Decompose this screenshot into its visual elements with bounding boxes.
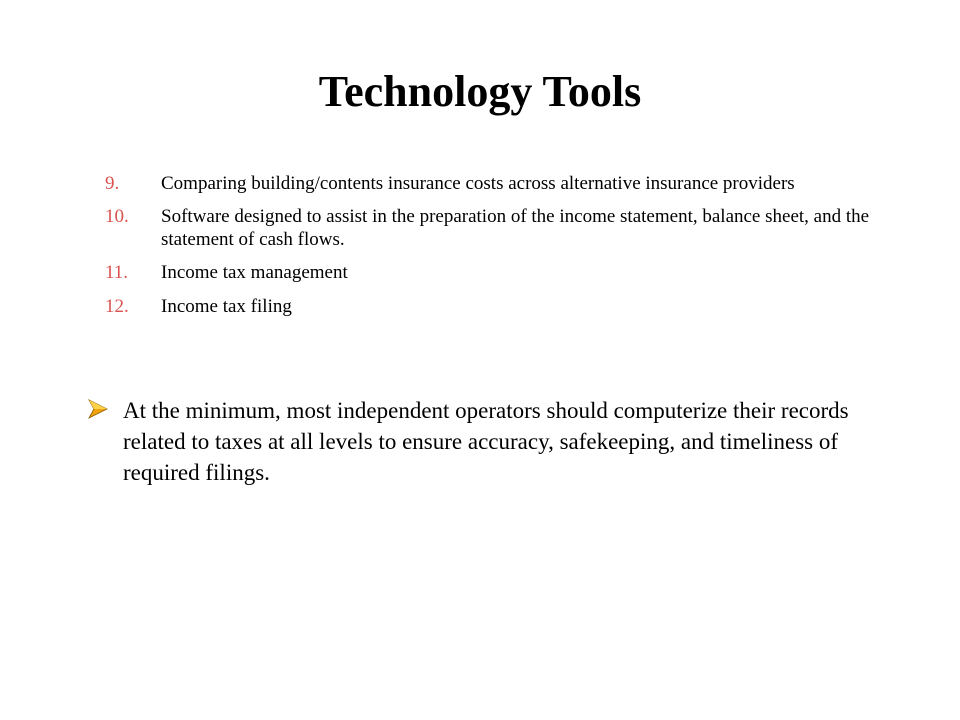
- bullet-text: At the minimum, most independent operators should computerize their records related to taxes at all levels to ensure accuracy, safekeeping, and timeliness of required filings.: [123, 398, 849, 485]
- numbered-list: [0, 172, 960, 318]
- list-item-number: 11.: [105, 262, 129, 283]
- list-item-number: 12.: [105, 296, 129, 317]
- list-item: [0, 295, 881, 318]
- list-item-text: Income tax filing: [161, 296, 292, 317]
- arrow-bullet-icon: [88, 397, 108, 421]
- list-item-number: 9.: [105, 173, 120, 194]
- list-item-number: 10.: [105, 206, 129, 227]
- list-item: [0, 172, 881, 195]
- slide-title: Technology Tools: [318, 67, 642, 116]
- list-item: [0, 261, 881, 284]
- list-item: [0, 205, 881, 251]
- list-item-text: Software designed to assist in the preparation of the income statement, balance sheet, and the statement of cash flows.: [161, 206, 870, 250]
- list-item-text: Comparing building/contents insurance costs across alternative insurance providers: [161, 173, 795, 194]
- list-item-text: Income tax management: [161, 262, 348, 283]
